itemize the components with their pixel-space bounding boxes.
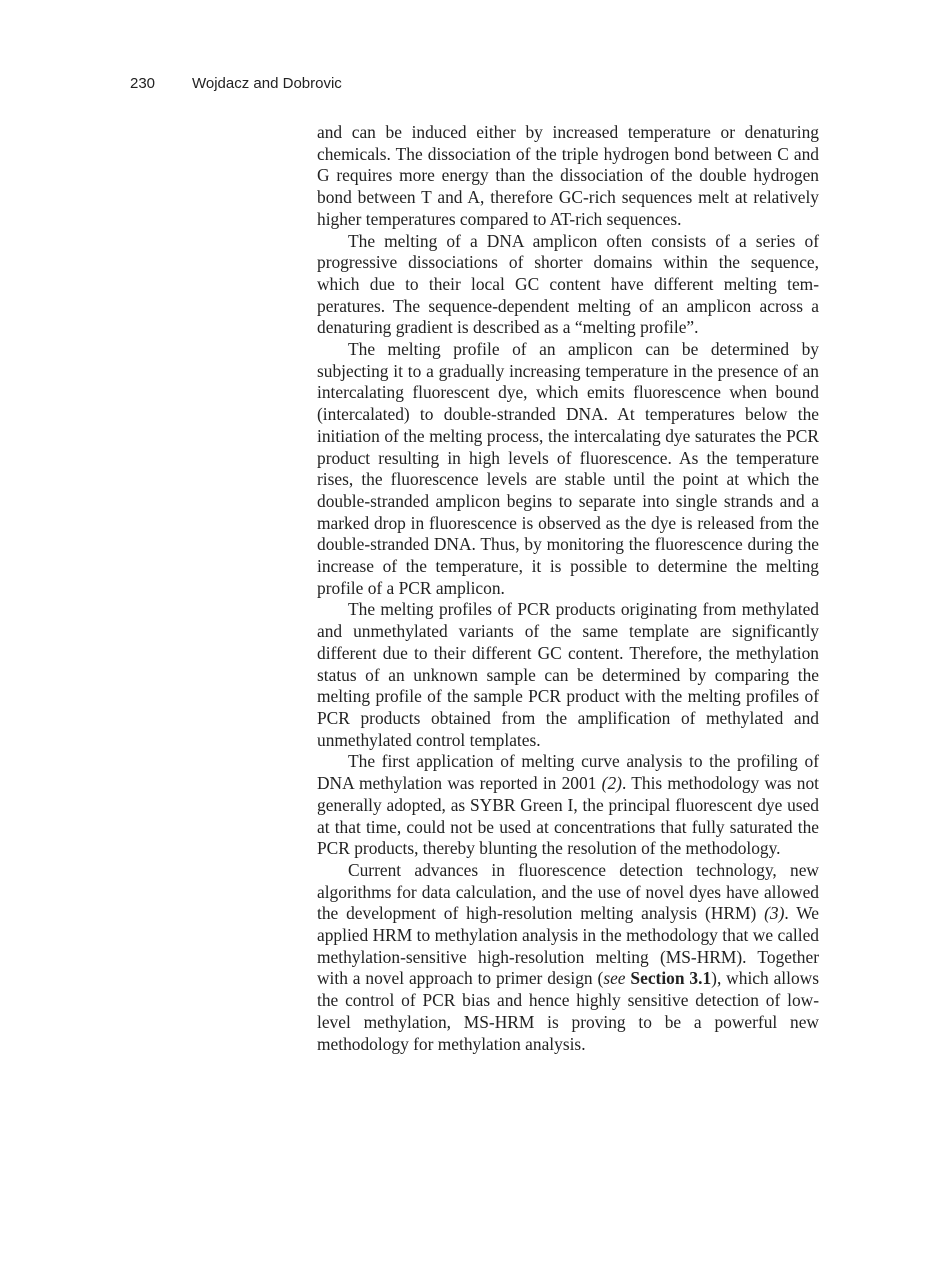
paragraph-4: The melting profiles of PCR products originating from methylated and unmethylated variants of the same template are significantly different due to their different GC content. Therefore, the methylation status of an unknown sample can be determined by comparing the melting profile of the sample PCR product with the melting profiles of PCR products obtained from the amplification of methylated and unmethylated control templates. xyxy=(317,599,819,750)
paragraph-1: and can be induced either by increased temperature or denaturing chemicals. The dissociation of the triple hydrogen bond between C and G requires more energy than the dissociation of the double hydrogen bond between T and A, therefore GC-rich sequences melt at relatively higher temperatures compared to AT-rich sequences. xyxy=(317,122,819,229)
running-head-authors: Wojdacz and Dobrovic xyxy=(192,75,342,92)
section-cross-reference[interactable]: Section 3.1 xyxy=(630,968,712,989)
running-head xyxy=(130,75,342,92)
see-word: see xyxy=(603,968,626,989)
paragraph-2: The melting of a DNA amplicon often consists of a series of progressive dissociations of shorter domains within the sequence, which due to their local GC content have different melting temperatures. The sequence-dependent melting of an amplicon across a denaturing gradient is described as a “melting profile”. xyxy=(317,230,819,338)
page-number: 230 xyxy=(130,75,156,92)
paragraph-5-text-a: The first application of melting curve analysis to the profiling of DNA methylation was reported in 2001 xyxy=(317,751,819,794)
body-text xyxy=(317,122,819,1055)
paragraph-6-text-a: Current advances in fluorescence detection technology, new algorithms for data calculation, and the use of novel dyes have allowed the development of high-resolution melting analysis (HRM) xyxy=(317,859,819,924)
citation-3[interactable]: (3) xyxy=(764,903,785,924)
citation-2[interactable]: (2) xyxy=(601,773,622,794)
paragraph-5 xyxy=(317,751,819,860)
paragraph-3: The melting profile of an amplicon can be determined by subjecting it to a gradually increasing temperature in the presence of an intercalating fluorescent dye, which emits fluorescence when bound (intercalated) to double-stranded DNA. At temperatures below the initiation of the melting process, the intercalating dye saturates the PCR product resulting in high levels of fluorescence. As the temperature rises, the fluorescence levels are stable until the point at which the double-stranded amplicon begins to separate into single strands and a marked drop in fluorescence is observed as the dye is released from the double-stranded DNA. Thus, by monitoring the fluorescence during the increase of the temperature, it is possible to determine the melting profile of a PCR amplicon. xyxy=(317,339,819,598)
paragraph-6-text-c: ), which allows the control of PCR bias and hence highly sensitive detection of low-level methylation, MS-HRM is proving to be a powerful new methodology for methylation analysis. xyxy=(317,968,819,1054)
paragraph-6 xyxy=(317,860,819,1055)
paragraph-5-text-b: . This methodology was not generally adopted, as SYBR Green I, the principal fluorescent dye used at that time, could not be used at concentrations that fully saturated the PCR products, thereby blunting the resolution of the methodology. xyxy=(317,773,820,859)
paragraph-6-text-b: . We applied HRM to methylation analysis in the methodology that we called methylation-sensitive high-resolution melting (MS-HRM). Together with a novel approach to primer design ( xyxy=(317,903,819,989)
